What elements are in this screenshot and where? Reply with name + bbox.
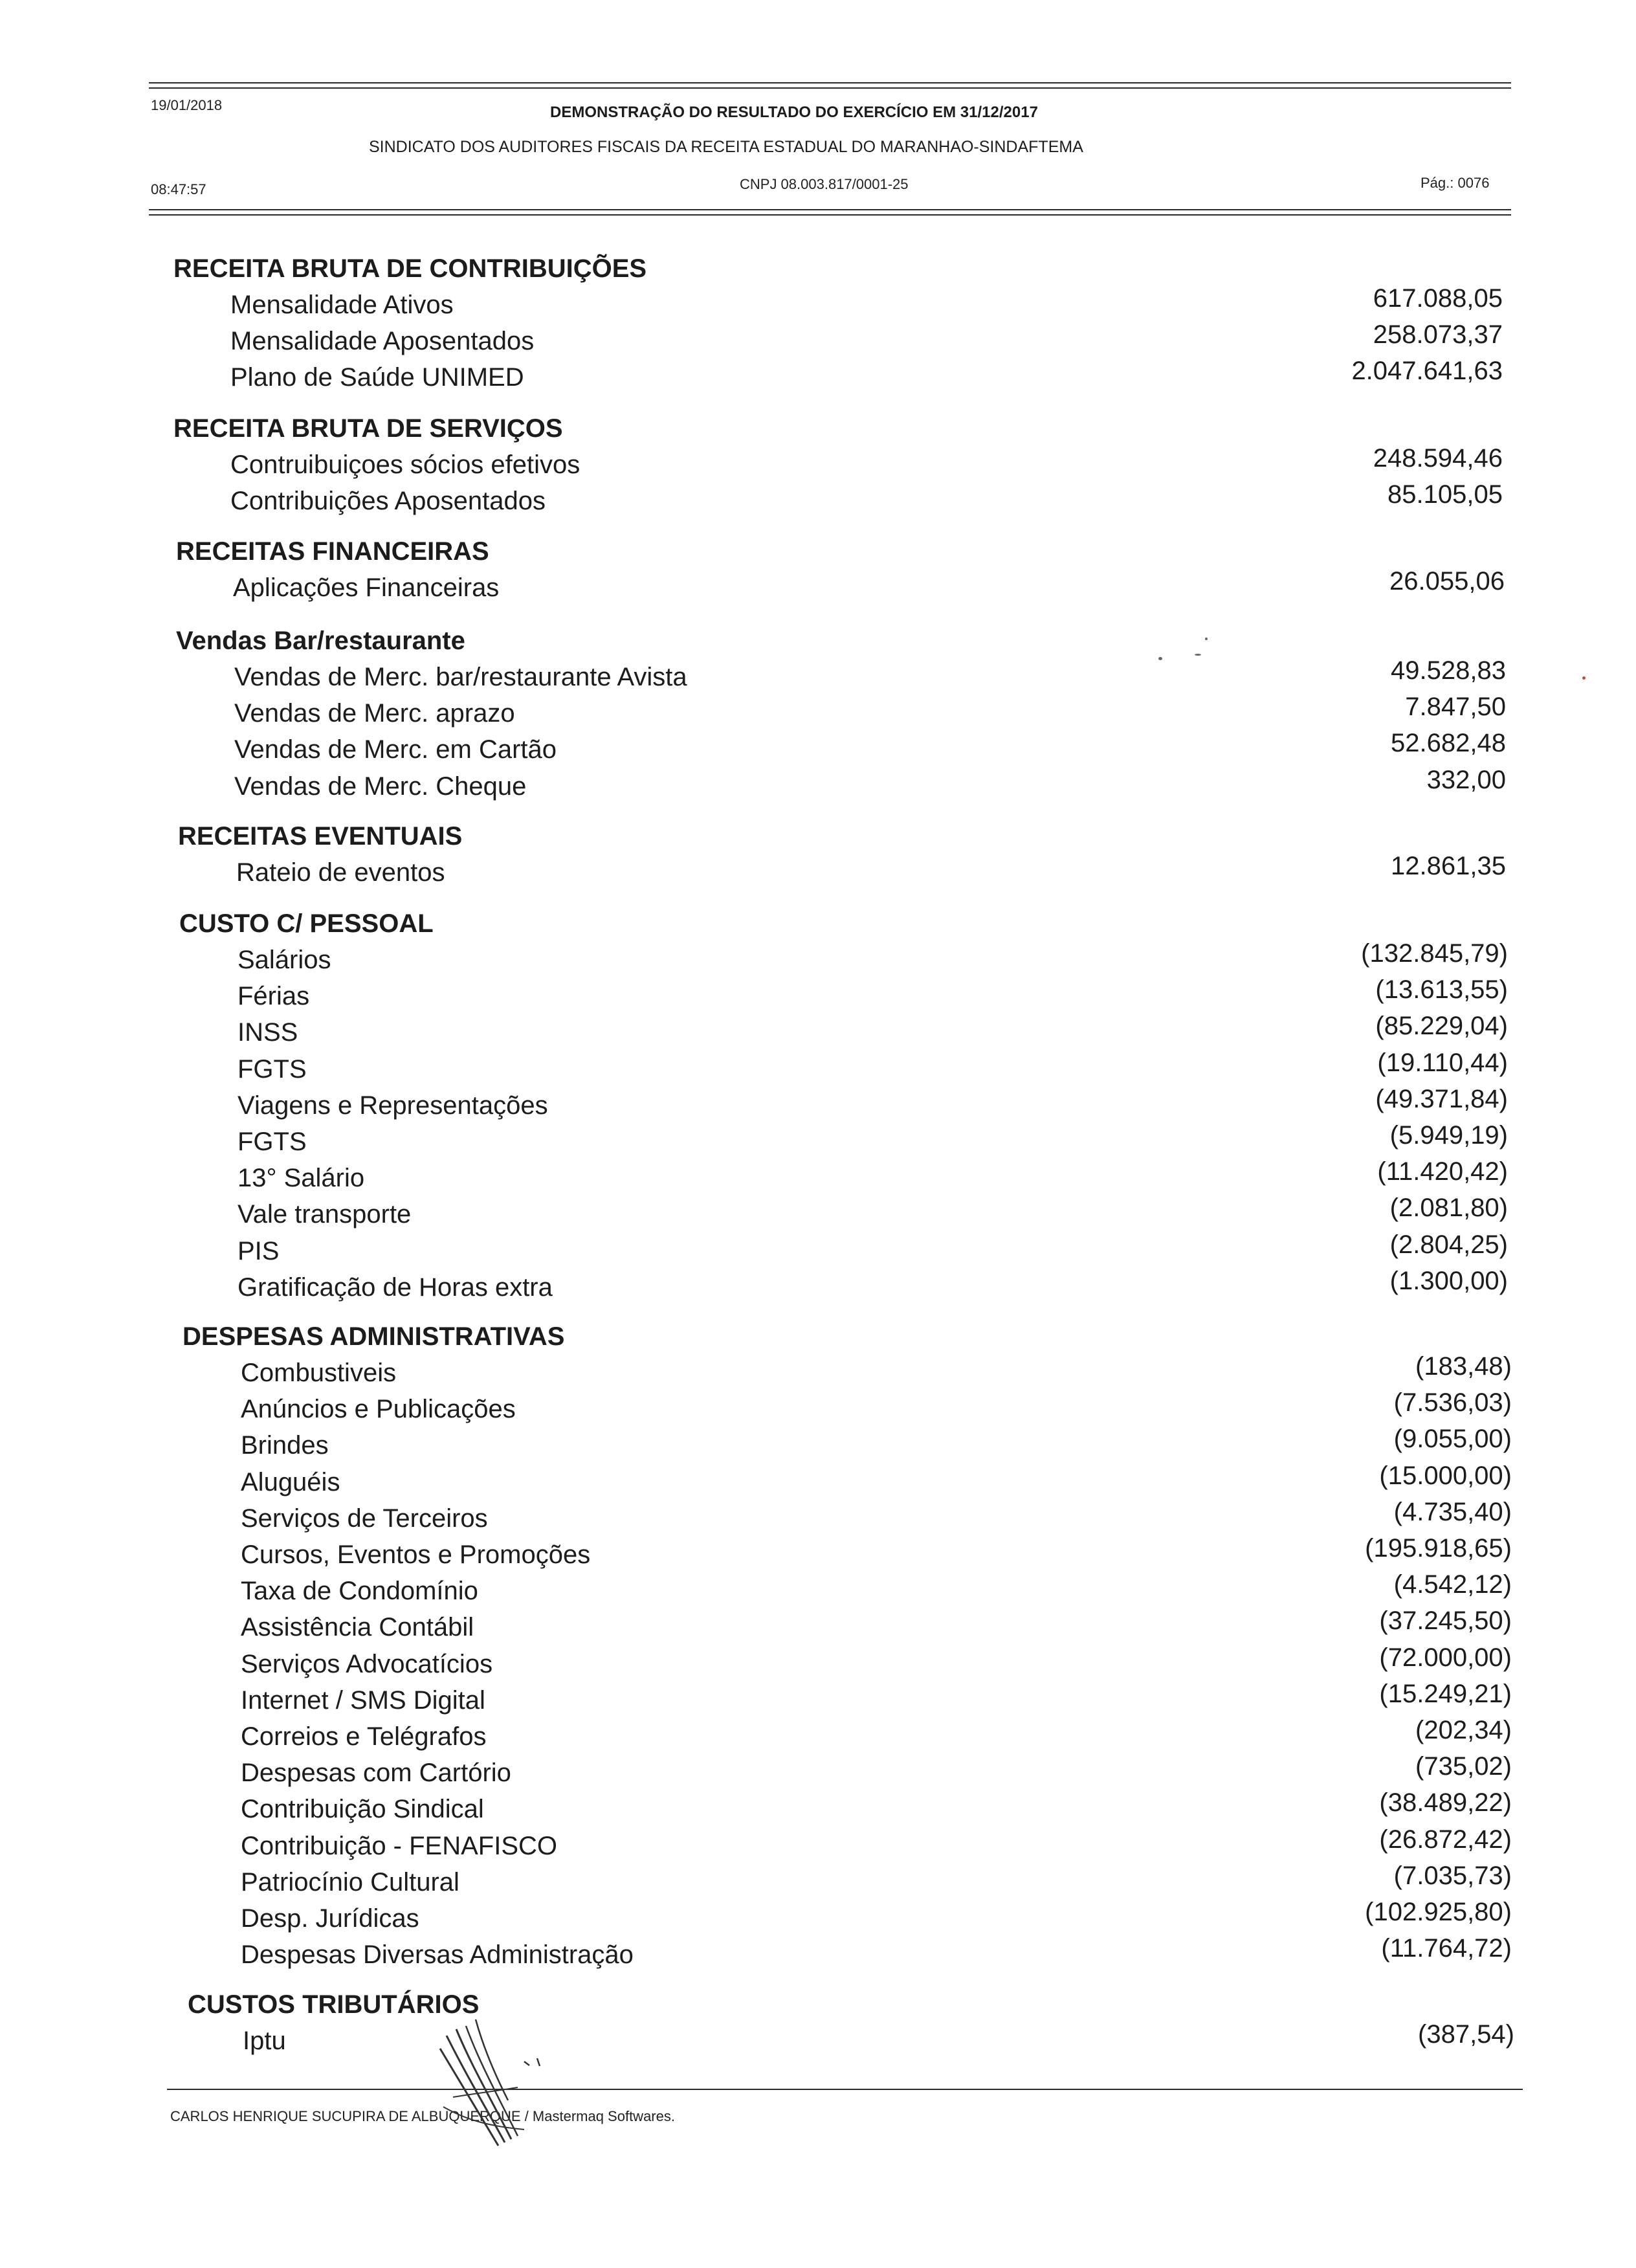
- line-item-label: Aluguéis: [241, 1467, 340, 1496]
- line-item-label: Taxa de Condomínio: [241, 1577, 478, 1606]
- line-item-value: (49.371,84): [1375, 1084, 1508, 1113]
- line-item-label: Contribuições Aposentados: [230, 487, 546, 516]
- line-item-value: (26.872,42): [1379, 1825, 1512, 1854]
- line-item-value: (102.925,80): [1365, 1898, 1512, 1926]
- section-heading: CUSTO C/ PESSOAL: [179, 909, 434, 938]
- line-item-value: (15.000,00): [1379, 1461, 1512, 1490]
- line-item-value: (132.845,79): [1361, 939, 1508, 968]
- line-item-label: Férias: [238, 982, 310, 1011]
- line-item-label: Despesas Diversas Administração: [241, 1940, 634, 1970]
- line-item-label: Contruibuiçoes sócios efetivos: [230, 450, 580, 479]
- scan-speck: [1195, 654, 1201, 656]
- line-item-label: Salários: [238, 946, 331, 974]
- handwritten-signature: [427, 1990, 563, 2159]
- line-item-value: (37.245,50): [1379, 1606, 1512, 1636]
- section-heading: RECEITA BRUTA DE CONTRIBUIÇÕES: [173, 254, 647, 283]
- line-item-value: (19.110,44): [1377, 1048, 1508, 1077]
- report-date: 19/01/2018: [151, 97, 223, 113]
- line-item-label: Aplicações Financeiras: [233, 573, 500, 602]
- line-item-label: Vendas de Merc. bar/restaurante Avista: [234, 663, 687, 691]
- line-item-label: Vale transporte: [238, 1200, 412, 1229]
- line-item-value: 7.847,50: [1405, 693, 1506, 722]
- line-item-label: PIS: [238, 1236, 280, 1265]
- line-item-value: 52.682,48: [1391, 729, 1506, 758]
- report-title: DEMONSTRAÇÃO DO RESULTADO DO EXERCÍCIO EM 31/12/2017: [550, 104, 1038, 121]
- section-heading: CUSTOS TRIBUTÁRIOS: [188, 1990, 480, 2019]
- line-item-label: Serviços Advocatícios: [241, 1649, 493, 1678]
- header-bottom-rule-2: [149, 214, 1511, 216]
- line-item-value: (1.300,00): [1389, 1266, 1508, 1295]
- line-item-label: Plano de Saúde UNIMED: [230, 363, 524, 392]
- line-item-label: Brindes: [241, 1431, 329, 1460]
- line-item-value: (387,54): [1418, 2020, 1514, 2049]
- line-item-value: (2.804,25): [1389, 1230, 1508, 1259]
- line-item-value: 26.055,06: [1389, 567, 1505, 595]
- line-item-value: (2.081,80): [1389, 1194, 1508, 1223]
- line-item-label: Internet / SMS Digital: [241, 1685, 485, 1715]
- line-item-value: (72.000,00): [1379, 1643, 1512, 1672]
- footer-rule: [167, 2089, 1523, 2090]
- line-item-value: (15.249,21): [1379, 1679, 1512, 1708]
- line-item-label: Patriocínio Cultural: [241, 1867, 459, 1896]
- scan-speck: [1582, 676, 1586, 680]
- line-item-label: Contribuição - FENAFISCO: [241, 1831, 558, 1860]
- section-heading: RECEITAS EVENTUAIS: [178, 822, 463, 850]
- footer-credit: CARLOS HENRIQUE SUCUPIRA DE ALBUQUERQUE / Mastermaq Softwares.: [170, 2108, 675, 2124]
- line-item-value: (11.420,42): [1377, 1157, 1508, 1186]
- scan-speck: [1205, 638, 1208, 640]
- cnpj: CNPJ 08.003.817/0001-25: [740, 176, 909, 192]
- line-item-label: Vendas de Merc. Cheque: [234, 772, 527, 801]
- line-item-label: Combustiveis: [241, 1359, 397, 1387]
- line-item-value: 12.861,35: [1391, 852, 1506, 880]
- line-item-label: Despesas com Cartório: [241, 1759, 511, 1788]
- section-heading: Vendas Bar/restaurante: [176, 627, 465, 655]
- line-item-value: 49.528,83: [1391, 656, 1506, 685]
- line-item-value: (85.229,04): [1375, 1012, 1508, 1041]
- line-item-label: Desp. Jurídicas: [241, 1904, 419, 1933]
- line-item-label: Correios e Telégrafos: [241, 1722, 487, 1751]
- line-item-value: (5.949,19): [1389, 1121, 1508, 1150]
- report-time: 08:47:57: [151, 181, 206, 197]
- header-top-rule-2: [149, 87, 1511, 89]
- line-item-value: (195.918,65): [1365, 1534, 1512, 1562]
- line-item-label: Assistência Contábil: [241, 1613, 474, 1642]
- page-number: Pág.: 0076: [1420, 175, 1490, 191]
- header-top-rule: [149, 82, 1511, 83]
- line-item-label: Viagens e Representações: [238, 1091, 548, 1120]
- line-item-value: (7.035,73): [1393, 1861, 1512, 1890]
- line-item-value: 332,00: [1426, 765, 1506, 794]
- line-item-value: (4.542,12): [1393, 1570, 1512, 1599]
- line-item-value: (9.055,00): [1393, 1425, 1512, 1454]
- line-item-value: (7.536,03): [1393, 1388, 1512, 1418]
- line-item-label: Vendas de Merc. aprazo: [234, 699, 515, 728]
- line-item-label: Gratificação de Horas extra: [238, 1273, 553, 1302]
- line-item-label: FGTS: [238, 1054, 307, 1084]
- line-item-label: Rateio de eventos: [236, 858, 445, 887]
- section-heading: RECEITAS FINANCEIRAS: [176, 537, 489, 566]
- line-item-label: FGTS: [238, 1128, 307, 1156]
- line-item-value: 258.073,37: [1373, 320, 1503, 350]
- line-item-value: (38.489,22): [1379, 1788, 1512, 1818]
- line-item-label: Mensalidade Ativos: [230, 291, 454, 319]
- line-item-value: (4.735,40): [1393, 1497, 1512, 1526]
- line-item-value: 248.594,46: [1373, 444, 1503, 472]
- line-item-value: 617.088,05: [1373, 284, 1503, 313]
- section-heading: DESPESAS ADMINISTRATIVAS: [182, 1322, 565, 1351]
- line-item-value: (735,02): [1415, 1752, 1512, 1781]
- line-item-value: 2.047.641,63: [1351, 357, 1503, 386]
- line-item-label: Contribuição Sindical: [241, 1795, 484, 1824]
- line-item-label: Cursos, Eventos e Promoções: [241, 1540, 591, 1569]
- line-item-label: Vendas de Merc. em Cartão: [234, 735, 557, 764]
- line-item-label: 13° Salário: [238, 1164, 365, 1193]
- line-item-value: (183,48): [1415, 1352, 1512, 1381]
- line-item-value: (11.764,72): [1381, 1934, 1512, 1963]
- scan-speck: [1158, 657, 1162, 660]
- line-item-label: Serviços de Terceiros: [241, 1504, 488, 1533]
- line-item-value: (13.613,55): [1375, 975, 1508, 1005]
- line-item-label: INSS: [238, 1018, 298, 1047]
- line-item-label: Anúncios e Publicações: [241, 1395, 516, 1424]
- section-heading: RECEITA BRUTA DE SERVIÇOS: [173, 414, 563, 443]
- organization-name: SINDICATO DOS AUDITORES FISCAIS DA RECEITA ESTADUAL DO MARANHAO-SINDAFTEMA: [369, 138, 1083, 156]
- header-bottom-rule: [149, 209, 1511, 210]
- line-item-label: Mensalidade Aposentados: [230, 327, 535, 356]
- line-item-value: (202,34): [1415, 1716, 1512, 1744]
- line-item-label: Iptu: [243, 2027, 286, 2055]
- line-item-value: 85.105,05: [1387, 480, 1503, 509]
